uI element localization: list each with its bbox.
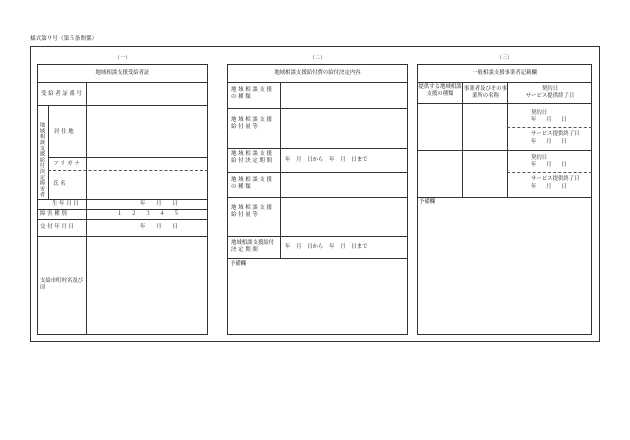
benefit-amount-label-2: 地 域 相 談 支 援 給 付 量 等: [231, 205, 272, 218]
panel-one-title: 地域相談支援受給者証: [95, 70, 150, 76]
panel-two-frame: [227, 64, 408, 335]
contract-column-header-1: 契約日: [541, 86, 559, 92]
rule: [227, 258, 408, 259]
disability-type-label: 障 害 種 別: [40, 211, 67, 217]
rule: [417, 150, 592, 151]
dob-label: 生 年 月 日: [52, 201, 79, 207]
decision-period-label-2: 地域相談支援給付 決 定 期 間: [231, 240, 275, 253]
contract-date-value-1: 年 月 日: [531, 117, 567, 123]
rule: [227, 82, 408, 83]
issue-date-label: 交 付 年 月 日: [40, 224, 74, 230]
rule: [417, 197, 592, 198]
rule: [37, 209, 208, 210]
disability-type-options: １ ２ ３ ４ ５: [117, 211, 179, 217]
contract-date-label-2: 契約日: [531, 155, 548, 161]
provider-column-header: 事業者及びその事業所の名称: [463, 86, 508, 99]
panel-three-number: （三）: [496, 55, 513, 61]
contract-date-value-2: 年 月 日: [531, 162, 567, 168]
panel-one-number: （一）: [114, 55, 131, 61]
address-label: 居 住 地: [54, 129, 74, 135]
rule: [48, 170, 208, 171]
decision-period-label-1: 地 域 相 談 支 援 給 付 決 定 期 間: [231, 151, 272, 164]
rule: [37, 219, 208, 220]
rule: [227, 148, 408, 149]
decision-period-value-1: 年 月 日から 年 月 日まで: [285, 157, 368, 163]
rule: [507, 172, 592, 173]
end-date-value-2: 年 月 日: [531, 184, 567, 190]
rule: [227, 172, 408, 173]
form-title: 様式第９号（第５条関係）: [30, 36, 98, 42]
rule: [48, 157, 208, 158]
end-date-label-1: サービス提供終了日: [531, 131, 580, 137]
panel-two-title: 地域相談支援給付費の給付決定内容: [274, 70, 361, 76]
rule: [227, 197, 408, 198]
cert-number-label: 受 給 者 証 番 号: [41, 91, 82, 97]
furigana-label: フ リ ガ ナ: [53, 161, 80, 167]
name-label: 氏 名: [53, 181, 66, 187]
memo-label: 予備欄: [230, 261, 247, 267]
issue-date-value: 年 月 日: [140, 224, 178, 230]
dob-value: 年 月 日: [140, 201, 178, 207]
benefit-amount-label-1: 地 域 相 談 支 援 給 付 量 等: [231, 117, 272, 130]
service-type-column-header: 提供する地域相談支援の種類: [418, 84, 462, 97]
panel-three-frame: [417, 64, 592, 335]
rule: [417, 82, 592, 83]
rule: [48, 105, 49, 199]
rule: [507, 127, 592, 128]
beneficiary-side-label: 地域相談支援給付決定障害者: [39, 122, 45, 198]
memo-label: 予備欄: [419, 199, 436, 205]
rule: [417, 103, 592, 104]
rule: [227, 236, 408, 237]
end-date-value-1: 年 月 日: [531, 139, 567, 145]
panel-two-number: （二）: [309, 55, 326, 61]
rule: [507, 82, 508, 197]
rule: [37, 105, 208, 106]
rule: [37, 82, 208, 83]
decision-period-value-2: 年 月 日から 年 月 日まで: [285, 244, 368, 250]
rule: [227, 108, 408, 109]
rule: [462, 82, 463, 197]
service-type-label-1: 地 域 相 談 支 援 の 種 類: [231, 87, 272, 100]
service-type-label-2: 地 域 相 談 支 援 の 種 類: [231, 177, 272, 190]
rule: [37, 199, 208, 200]
panel-three-title: 一般相談支援事業者記載欄: [472, 70, 537, 76]
municipality-seal-label: 支給市町村名及び印: [40, 278, 84, 291]
end-date-label-2: サービス提供終了日: [531, 176, 580, 182]
contract-date-label-1: 契約日: [531, 110, 548, 116]
contract-column-header-2: サービス提供終了日: [525, 93, 575, 99]
rule: [37, 236, 208, 237]
